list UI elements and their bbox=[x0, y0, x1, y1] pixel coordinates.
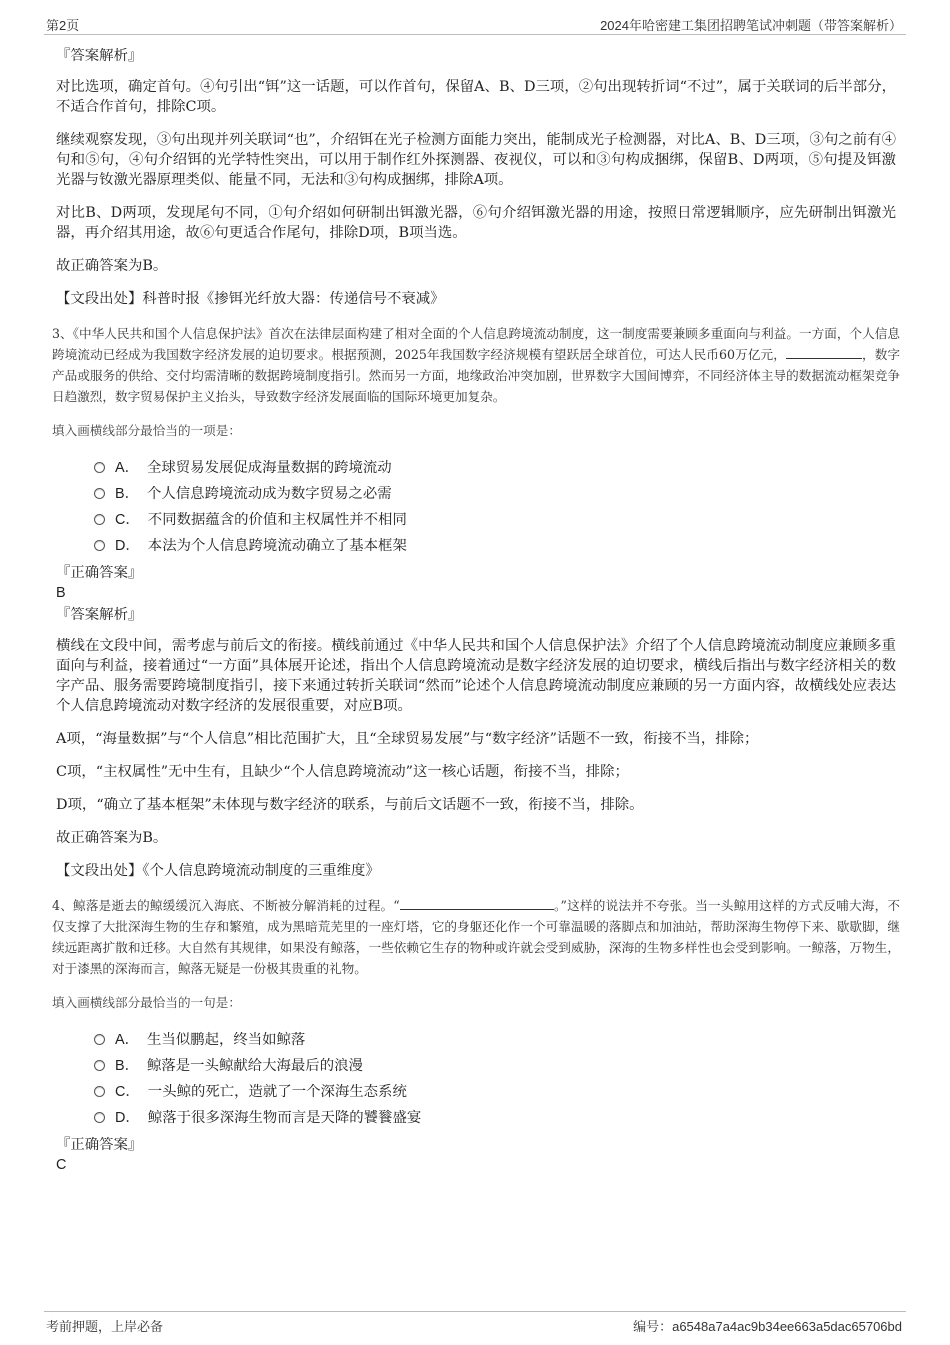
q3-analysis-paragraph: D项，“确立了基本框架”未体现与数字经济的联系，与前后文话题不一致，衔接不当，排除。 bbox=[56, 797, 644, 813]
q3-stem bbox=[52, 323, 900, 407]
q3-source: 【文段出处】《个人信息跨境流动制度的三重维度》 bbox=[56, 863, 380, 879]
q4-correct-value: C bbox=[56, 1157, 67, 1173]
q3-analysis-paragraph: C项，“主权属性”无中生有，且缺少“个人信息跨境流动”这一核心话题，衔接不当，排除； bbox=[56, 764, 629, 780]
q3-stem-before: 3、《中华人民共和国个人信息保护法》首次在法律层面构建了相对全面的个人信息跨境流动制度，这一制度需要兼顾多重面向与利益。一方面，个人信息跨境流动已经成为我国数字经济发展的迫切要求。根据预测，2025年我国数字经济规模有望跃居全球首位，可达人民币60万亿元， bbox=[52, 326, 900, 362]
radio-icon[interactable] bbox=[94, 488, 105, 499]
document-title: 2024年哈密建工集团招聘笔试冲刺题（带答案解析） bbox=[600, 18, 902, 33]
q4-option-a[interactable]: A． 生当似鹏起，终当如鲸落 bbox=[94, 1027, 896, 1053]
q3-analysis-conclusion: 故正确答案为B。 bbox=[56, 830, 168, 846]
q3-analysis-label: 『答案解析』 bbox=[56, 607, 143, 623]
q2-analysis-paragraph: 对比选项，确定首句。④句引出“铒”这一话题，可以作首句，保留A、B、D三项，②句出现转折词“不过”，属于关联词的后半部分，不适合作首句，排除C项。 bbox=[56, 79, 896, 115]
q3-analysis-paragraph: A项，“海量数据”与“个人信息”相比范围扩大，且“全球贸易发展”与“数字经济”话题不一致，衔接不当，排除； bbox=[56, 731, 759, 747]
q3-analysis-paragraph: 横线在文段中间，需考虑与前后文的衔接。横线前通过《中华人民共和国个人信息保护法》介绍了个人信息跨境流动制度应兼顾多重面向与利益，接着通过“一方面”具体展开论述，指出个人信息跨境流动是数字经济发展的迫切要求，横线后指出与数字经济相关的数字产品、服务需要跨境制度指引，接下来通过转折关联词“然而”论述个人信息跨境流动制度应兼顾的另一方面内容，故横线处应表达个人信息跨境流动对数字经济的发展很重要，对应B项。 bbox=[56, 638, 896, 714]
radio-icon[interactable] bbox=[94, 1112, 105, 1123]
q2-analysis-paragraph: 继续观察发现，③句出现并列关联词“也”，介绍铒在光子检测方面能力突出，能制成光子检测器，对比A、B、D三项，③句之前有④句和⑤句，④句介绍铒的光学特性突出，可以用于制作红外探测器、夜视仪，可以和③句构成捆绑，保留B、D两项，⑤句提及铒激光器与钕激光器原理类似、能量不同，无法和③句构成捆绑，排除A项。 bbox=[56, 132, 896, 188]
q2-analysis-label: 『答案解析』 bbox=[56, 48, 143, 64]
document-code bbox=[633, 1316, 902, 1335]
q4-option-b[interactable]: B． 鲸落是一头鲸献给大海最后的浪漫 bbox=[94, 1053, 896, 1079]
q3-options bbox=[94, 455, 896, 559]
page-footer bbox=[44, 1311, 906, 1338]
q4-option-d[interactable]: D． 鲸落于很多深海生物而言是天降的饕餮盛宴 bbox=[94, 1105, 896, 1131]
q4-option-c[interactable]: C． 一头鲸的死亡，造就了一个深海生态系统 bbox=[94, 1079, 896, 1105]
code-value: a6548a7a4ac9b34ee663a5dac65706bd bbox=[672, 1319, 902, 1334]
page-header bbox=[44, 14, 906, 35]
q3-prompt: 填入画横线部分最恰当的一项是： bbox=[52, 423, 241, 438]
q4-stem bbox=[52, 895, 900, 979]
radio-icon[interactable] bbox=[94, 540, 105, 551]
q4-options bbox=[94, 1027, 896, 1131]
code-label: 编号： bbox=[633, 1319, 673, 1334]
radio-icon[interactable] bbox=[94, 1034, 105, 1045]
q3-fill-blank bbox=[786, 344, 862, 359]
radio-icon[interactable] bbox=[94, 1086, 105, 1097]
radio-icon[interactable] bbox=[94, 514, 105, 525]
q4-fill-blank bbox=[400, 895, 554, 910]
q4-correct-label: 『正确答案』 bbox=[56, 1137, 143, 1153]
q3-option-a[interactable]: A． 全球贸易发展促成海量数据的跨境流动 bbox=[94, 455, 896, 481]
radio-icon[interactable] bbox=[94, 1060, 105, 1071]
q3-correct-label: 『正确答案』 bbox=[56, 565, 143, 581]
q2-analysis-conclusion: 故正确答案为B。 bbox=[56, 258, 168, 274]
footer-slogan: 考前押题，上岸必备 bbox=[46, 1319, 164, 1334]
q4-prompt: 填入画横线部分最恰当的一句是： bbox=[52, 995, 241, 1010]
q3-option-c[interactable]: C． 不同数据蕴含的价值和主权属性并不相同 bbox=[94, 507, 896, 533]
q4-stem-before: 4、鲸落是逝去的鲸缓缓沉入海底、不断被分解消耗的过程。“ bbox=[52, 898, 400, 913]
document-body bbox=[52, 46, 901, 1177]
q4-stem-after: 。”这样的说法并不夸张。当一头鲸用这样的方式反哺大海，不仅支撑了大批深海生物的生存和繁殖，成为黑暗荒芜里的一座灯塔，它的身躯还化作一个可靠温暖的落脚点和加油站，帮助深海生物停下来、歇歇脚，继续远距离扩散和迁移。大自然有其规律，如果没有鲸落，一些依赖它生存的物种或许就会受到威胁，深海的生物多样性也会受到影响。一鲸落，万物生，对于漆黑的深海而言，鲸落无疑是一份极其贵重的礼物。 bbox=[52, 898, 900, 976]
q3-stem-after: ，数字产品或服务的供给、交付均需清晰的数据跨境制度指引。然而另一方面，地缘政治冲突加剧，世界数字大国间博弈，不同经济体主导的数据流动框架竞争日趋激烈，数字贸易保护主义抬头，导致数字经济发展面临的国际环境更加复杂。 bbox=[52, 347, 901, 404]
q3-option-d[interactable]: D． 本法为个人信息跨境流动确立了基本框架 bbox=[94, 533, 896, 559]
q3-correct-value: B bbox=[56, 585, 66, 601]
q3-option-b[interactable]: B． 个人信息跨境流动成为数字贸易之必需 bbox=[94, 481, 896, 507]
radio-icon[interactable] bbox=[94, 462, 105, 473]
q2-source: 【文段出处】科普时报《掺铒光纤放大器：传递信号不衰减》 bbox=[56, 291, 445, 307]
page-number: 第2页 bbox=[46, 18, 80, 33]
q2-analysis-paragraph: 对比B、D两项，发现尾句不同，①句介绍如何研制出铒激光器，⑥句介绍铒激光器的用途，按照日常逻辑顺序，应先研制出铒激光器，再介绍其用途，故⑥句更适合作尾句，排除D项，B项当选。 bbox=[56, 205, 896, 241]
